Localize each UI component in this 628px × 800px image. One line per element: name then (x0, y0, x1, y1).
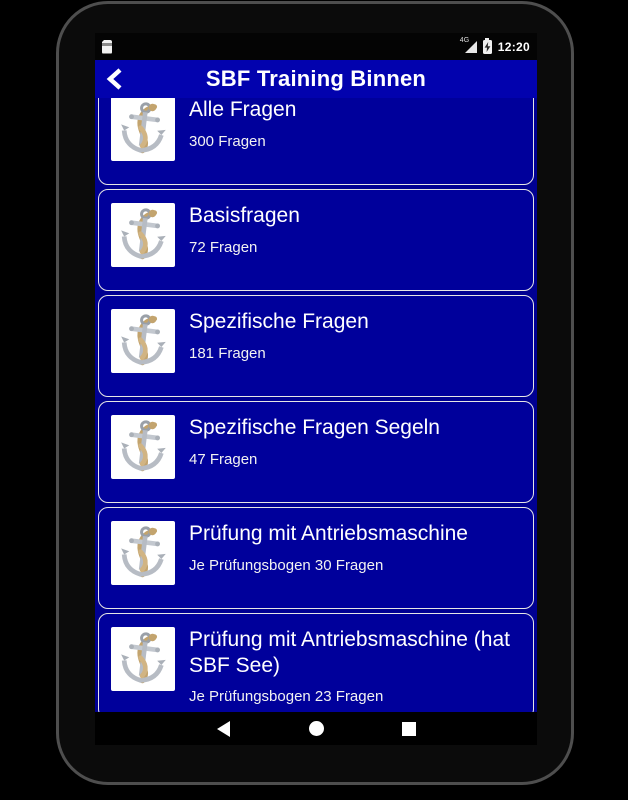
list-item-title: Spezifische Fragen Segeln (189, 416, 440, 439)
list-item[interactable] (98, 189, 534, 291)
screen (95, 33, 537, 745)
list-item-subtitle: 47 Fragen (189, 450, 258, 468)
anchor-icon (111, 98, 175, 161)
anchor-icon (111, 203, 175, 267)
list-item[interactable] (98, 295, 534, 397)
android-nav-bar (95, 712, 537, 745)
list-item-title: Prüfung mit Antriebsmaschine (hat SBF See) (189, 628, 510, 677)
nav-home-icon[interactable] (309, 721, 324, 737)
anchor-icon (111, 521, 175, 585)
network-type-label: 4G (459, 37, 470, 44)
list-item-title: Basisfragen (189, 204, 300, 227)
list-item-subtitle: Je Prüfungsbogen 23 Fragen (189, 688, 384, 706)
nav-recents-icon[interactable] (402, 721, 417, 737)
list-item-subtitle: 181 Fragen (189, 344, 266, 362)
list-item[interactable] (98, 98, 534, 185)
list-item-subtitle: 300 Fragen (189, 132, 266, 150)
back-button[interactable] (102, 66, 128, 92)
list-item-title: Alle Fragen (189, 98, 297, 121)
cell-signal-icon (459, 37, 477, 54)
anchor-icon (111, 627, 175, 691)
nav-back-icon[interactable] (216, 721, 231, 737)
back-chevron-icon (105, 67, 125, 91)
list-item-title: Prüfung mit Antriebsmaschine (189, 522, 468, 545)
list-item-subtitle: Je Prüfungsbogen 30 Fragen (189, 556, 384, 574)
anchor-icon (111, 415, 175, 479)
anchor-icon (111, 309, 175, 373)
sd-card-icon (102, 40, 112, 54)
list-item[interactable] (98, 401, 534, 503)
list-item-title: Spezifische Fragen (189, 310, 369, 333)
list-item[interactable] (98, 613, 534, 712)
page-title: SBF Training Binnen (205, 66, 427, 91)
status-time: 12:20 (497, 39, 530, 54)
question-category-list (95, 98, 537, 712)
status-bar (95, 33, 537, 60)
battery-charging-icon (483, 40, 492, 54)
app-header (95, 60, 537, 98)
list-item[interactable] (98, 507, 534, 609)
list-item-subtitle: 72 Fragen (189, 238, 258, 256)
